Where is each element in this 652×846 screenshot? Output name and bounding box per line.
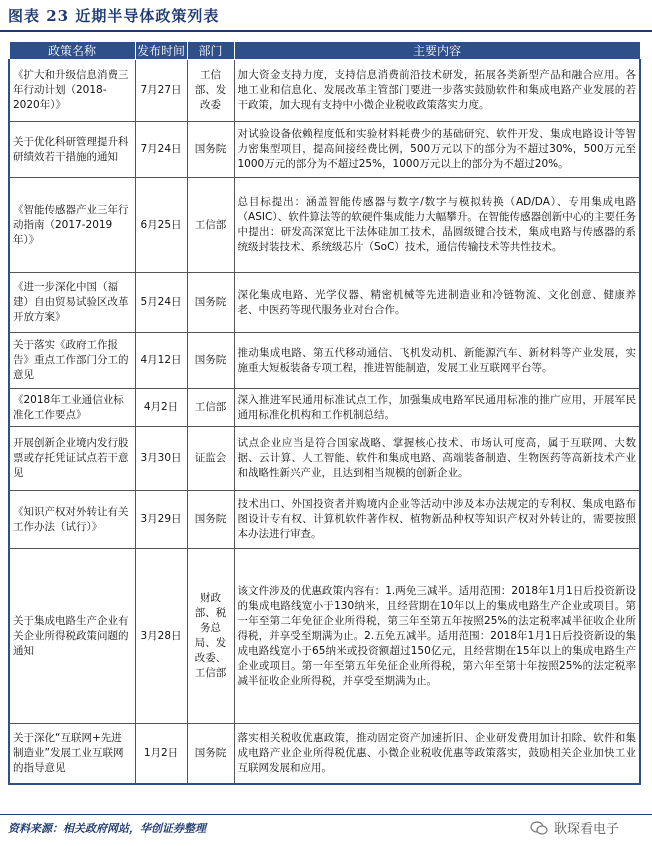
table-row <box>9 427 640 491</box>
policy-name: 《知识产权对外转让有关工作办法（试行）》 <box>9 491 135 549</box>
policy-name: 关于优化科研管理提升科研绩效若干措施的通知 <box>9 122 135 178</box>
policy-name: 《智能传感器产业三年行动指南（2017-2019年）》 <box>9 178 135 273</box>
main-content: 对试验设备依赖程度低和实验材料耗费少的基础研究、软件开发、集成电路设计等智力密集型项目，提高间接经费比例，500万元以下的部分为不超过30%，500万元至1000万元的部分为不超过25%，1000万元以上的部分为不超过20%。 <box>234 122 640 178</box>
main-content: 深入推进军民通用标准试点工作，加强集成电路军民通用标准的推广应用，开展军民通用标准化机构和工作机制总结。 <box>234 389 640 427</box>
policy-name: 关于落实《政府工作报告》重点工作部门分工的意见 <box>9 333 135 389</box>
policy-name: 《扩大和升级信息消费三年行动计划（2018-2020年）》 <box>9 60 135 122</box>
release-date: 7月24日 <box>135 122 187 178</box>
table-row <box>9 60 640 122</box>
main-content: 试点企业应当是符合国家战略、掌握核心技术、市场认可度高，属于互联网、大数据、云计算、人工智能、软件和集成电路、高端装备制造、生物医药等高新技术产业和战略性新兴产业，且达到相当规模的创新企业。 <box>234 427 640 491</box>
policy-table <box>8 41 641 785</box>
department: 工信部 <box>187 389 234 427</box>
department: 国务院 <box>187 724 234 784</box>
department: 证监会 <box>187 427 234 491</box>
release-date: 4月2日 <box>135 389 187 427</box>
table-row <box>9 491 640 549</box>
policy-name: 开展创新企业境内发行股票或存托凭证试点若干意见 <box>9 427 135 491</box>
release-date: 7月27日 <box>135 60 187 122</box>
department: 国务院 <box>187 491 234 549</box>
policy-name: 《2018年工业通信业标准化工作要点》 <box>9 389 135 427</box>
main-content: 深化集成电路、光学仪器、精密机械等先进制造业和冷链物流、文化创意、健康养老、中医药等现代服务业对台合作。 <box>234 273 640 333</box>
source-note: 资料来源：相关政府网站，华创证券整理 <box>8 822 206 835</box>
watermark <box>530 818 619 837</box>
table-row <box>9 333 640 389</box>
table-row <box>9 178 640 273</box>
main-content: 加大资金支持力度，支持信息消费前沿技术研发，拓展各类新型产品和融合应用。各地工业和信息化、发展改革主管部门要进一步落实鼓励软件和集成电路产业发展的若干政策，加大现有支持中小微企业税收政策落实力度。 <box>234 60 640 122</box>
main-content: 落实相关税收优惠政策，推动固定资产加速折旧、企业研发费用加计扣除、软件和集成电路产业企业所得税优惠、小微企业税收优惠等政策落实，鼓励相关企业加快工业互联网发展和应用。 <box>234 724 640 784</box>
main-content: 推动集成电路、第五代移动通信、飞机发动机、新能源汽车、新材料等产业发展，实施重大短板装备专项工程，推进智能制造，发展工业互联网平台等。 <box>234 333 640 389</box>
release-date: 5月24日 <box>135 273 187 333</box>
header-release-date: 发布时间 <box>135 42 187 60</box>
header-main-content: 主要内容 <box>234 42 640 60</box>
table-row <box>9 273 640 333</box>
main-content: 技术出口、外国投资者并购境内企业等活动中涉及本办法规定的专利权、集成电路布图设计专有权、计算机软件著作权、植物新品种权等知识产权对外转让的，需要按照本办法进行审查。 <box>234 491 640 549</box>
release-date: 6月25日 <box>135 178 187 273</box>
department: 工信部 <box>187 178 234 273</box>
release-date: 1月2日 <box>135 724 187 784</box>
table-row <box>9 122 640 178</box>
department: 国务院 <box>187 122 234 178</box>
department: 国务院 <box>187 273 234 333</box>
table-header-row <box>9 42 640 60</box>
title-divider <box>0 30 652 32</box>
release-date: 4月12日 <box>135 333 187 389</box>
table-row <box>9 549 640 724</box>
release-date: 3月29日 <box>135 491 187 549</box>
table-row <box>9 724 640 784</box>
policy-name: 关于集成电路生产企业有关企业所得税政策问题的通知 <box>9 549 135 724</box>
release-date: 3月30日 <box>135 427 187 491</box>
department: 财政部、税务总局、发改委、工信部 <box>187 549 234 724</box>
policy-name: 关于深化“互联网+先进制造业”发展工业互联网的指导意见 <box>9 724 135 784</box>
table-row <box>9 389 640 427</box>
department: 国务院 <box>187 333 234 389</box>
footer-divider <box>0 814 652 815</box>
header-policy-name: 政策名称 <box>9 42 135 60</box>
watermark-text: 耿琛看电子 <box>554 822 620 837</box>
release-date: 3月28日 <box>135 549 187 724</box>
wechat-icon <box>530 821 548 835</box>
policy-name: 《进一步深化中国（福建）自由贸易试验区改革开放方案》 <box>9 273 135 333</box>
header-department: 部门 <box>187 42 234 60</box>
figure-title: 图表 23 近期半导体政策列表 <box>8 7 220 25</box>
main-content: 该文件涉及的优惠政策内容有：1.两免三减半。适用范围：2018年1月1日后投资新设的集成电路线宽小于130纳米，且经营期在10年以上的集成电路生产企业或项目。第一年至第二年免征企业所得税，第三年至第五年按照25%的法定税率减半征收企业所得税，并享受至期满为止。2.五免五减半。适用范围：2018年1月1日后投资新设的集成电路线宽小于65纳米或投资额超过150亿元，且经营期在15年以上的集成电路生产企业或项目。第一年至第五年免征企业所得税，第六年至第十年按照25%的法定税率减半征收企业所得税，并享受至期满为止。 <box>234 549 640 724</box>
department: 工信部、发改委 <box>187 60 234 122</box>
main-content: 总目标提出：涵盖智能传感器与数字/数字与模拟转换（AD/DA）、专用集成电路（ASIC）、软件算法等的软硬件集成能力大幅攀升。在智能传感器创新中心的主要任务中提出：研发高深宽比干法体硅加工技术，晶圆级键合技术，集成电路与传感器的系统级封装技术、系统级芯片（SoC）技术，通信传输技术等共性技术。 <box>234 178 640 273</box>
